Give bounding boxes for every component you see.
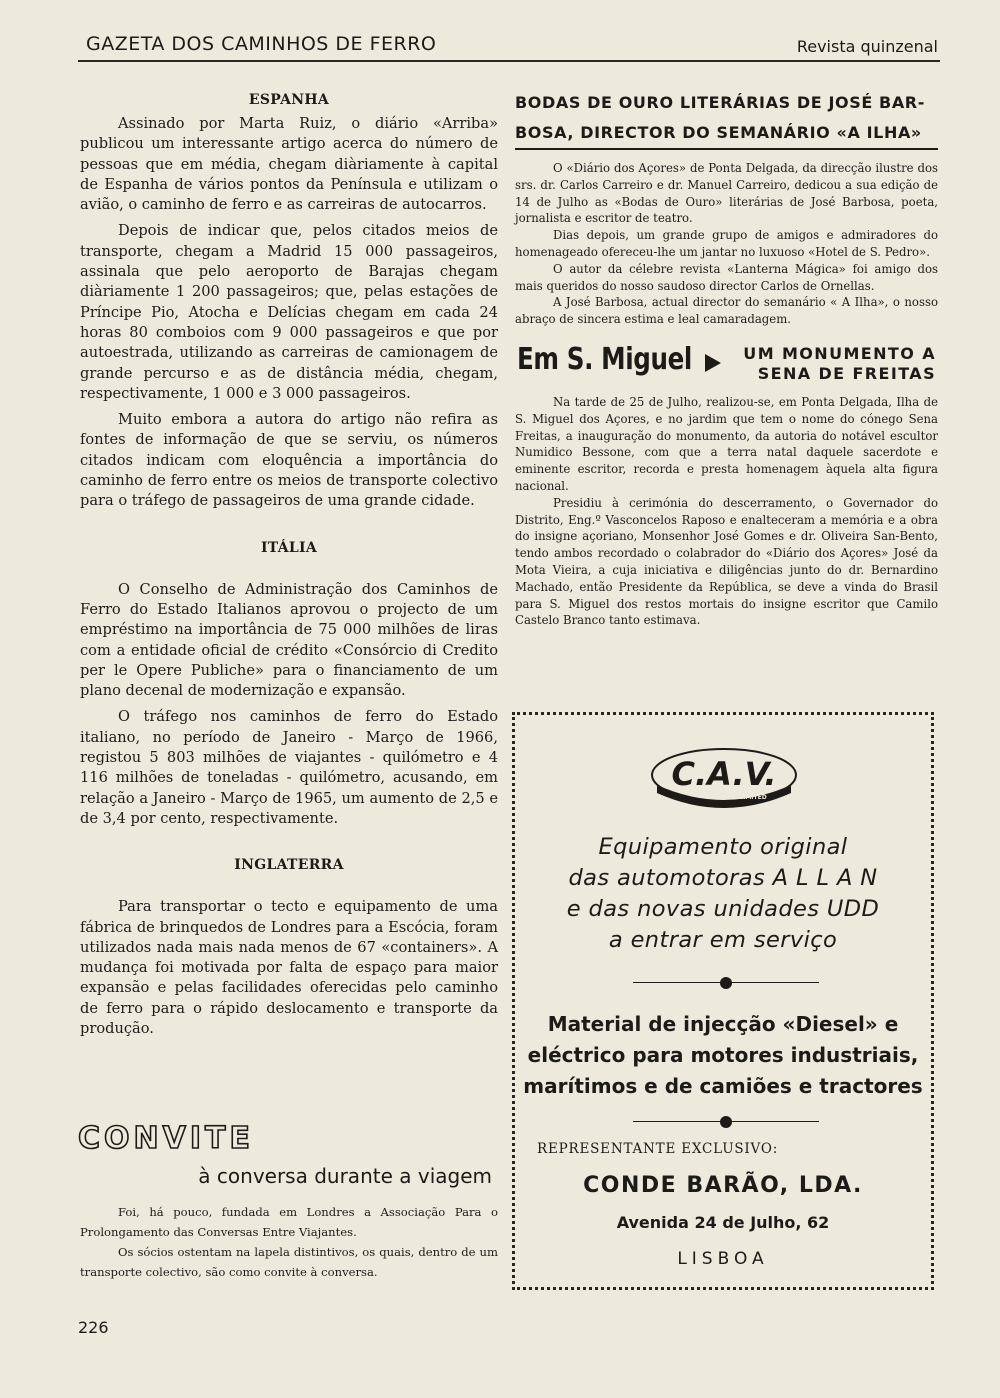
espanha-heading: ESPANHA: [248, 92, 330, 108]
bodas-title-line: BODAS DE OURO LITERÁRIAS DE JOSÉ BAR-: [515, 93, 925, 112]
miguel-headline: [515, 342, 938, 388]
espanha-paragraph: Muito embora a autora do artigo não refira as fontes de informação de que se serviu, os números citados indicam com eloquência a importância do caminho de ferro entre os meios de transporte colectivo para o tráfego de passageiros de uma grande cidade.: [80, 411, 498, 510]
page-header: [78, 30, 940, 62]
convite-paragraph: Foi, há pouco, fundada em Londres a Associação Para o Prolongamento das Conversas Entre Viajantes.: [80, 1205, 498, 1239]
left-column: [80, 88, 498, 1045]
bodas-title: [515, 88, 938, 150]
inglaterra-paragraph: Para transportar o tecto e equipamento de uma fábrica de brinquedos de Londres para a Escócia, foram utilizados nada mais nada menos de 67 «containers». A mudança foi motivada por falta de espaço para maior expansão e pelas facilidades oferecidas pelo caminho de ferro para o rápido deslocamento e transporte da produção.: [80, 898, 498, 1037]
inglaterra-heading: INGLATERRA: [234, 857, 344, 874]
italia-paragraph: O Conselho de Administração dos Caminhos de Ferro do Estado Italianos aprovou o projecto de um empréstimo na importância de 75 000 milhões de liras com a entidade oficial de crédito «Consórcio di Credito per le Opere Publiche» para o financiamento de um plano decenal de modernização e expansão.: [80, 580, 498, 700]
italia-heading: ITÁLIA: [260, 539, 318, 556]
convite-title: CONVITE: [78, 1121, 254, 1156]
convite-paragraph: Os sócios ostentam na lapela distintivos, os quais, dentro de um transporte colectivo, são como convite à conversa.: [80, 1245, 498, 1279]
cav-advertisement: [512, 712, 934, 1290]
bullet-icon: [720, 977, 732, 989]
bodas-paragraph: O autor da célebre revista «Lanterna Mágica» foi amigo dos mais queridos do nosso saudoso director Carlos de Ornellas.: [515, 261, 938, 293]
representative-label: REPRESENTANTE EXCLUSIVO:: [537, 1141, 779, 1157]
espanha-paragraph: Assinado por Marta Ruiz, o diário «Arriba» publicou um interessante artigo acerca do número de pessoas que em média, chegam diàriamente à capital de Espanha de vários pontos da Península e utilizam o avião, o caminho de ferro e as carreiras de autocarros.: [80, 115, 498, 214]
cav-logo-sub: LIMITED: [739, 794, 767, 801]
ad-bold-line: Material de injecção «Diesel» e: [547, 1012, 899, 1036]
page-number: 226: [78, 1318, 109, 1337]
ad-divider: [633, 1115, 819, 1129]
arrow-right-icon: [705, 354, 721, 372]
miguel-subtitle: [743, 344, 936, 384]
cav-logo-text: C.A.V.: [671, 755, 777, 793]
miguel-paragraph: Na tarde de 25 de Julho, realizou-se, em Ponta Delgada, Ilha de S. Miguel dos Açores, e no jardim que tem o nome do cónego Sena Freitas, a inauguração do monumento, da autoria do notável escultor Numidico Bessone, com que a terra natal daquele sacerdote e eminente escritor, recorda e presta homenagem àquela alta figura nacional.: [515, 394, 938, 493]
company-city: LISBOA: [677, 1249, 769, 1269]
miguel-paragraph: Presidiu à cerimónia do descerramento, o Governador do Distrito, Eng.º Vasconcelos Raposo e enalteceram a memória e a obra do insigne açoriano, Monsenhor José Gomes e dr. Oliveira San-Bento, tendo ambos recordado o colabrador do «Diário dos Açores» José da Mota Vieira, a cuja iniciativa e diligências junto do dr. Bernardino Machado, então Presidente da República, se deve a vinda do Brasil para S. Miguel dos restos mortais do insigne escritor que Camilo Castelo Branco tanto estimava.: [515, 495, 938, 628]
ad-italic-line: das automotoras A L L A N: [568, 865, 878, 891]
bodas-paragraph: A José Barbosa, actual director do semanário « A Ilha», o nosso abraço de sincera estima e leal camaradagem.: [515, 295, 938, 327]
italia-paragraph: O tráfego nos caminhos de ferro do Estado italiano, no período de Janeiro - Março de 1966, registou 5 803 milhões de viajantes - quilómetro e 4 116 milhões de toneladas - quilómetro, acusando, em relação a Janeiro - Março de 1965, um aumento de 2,5 e de 3,4 por cento, respectivamente.: [80, 708, 498, 827]
espanha-paragraph: Depois de indicar que, pelos citados meios de transporte, chegam a Madrid 15 000 passageiros, assinala que pelo aeroporto de Barajas chegam diàriamente 1 200 passageiros; que, pelas estações de Príncipe Pio, Atocha e Delícias chegam em cada 24 horas 80 comboios com 9 000 passageiros e que por autoestrada, utilizando as carreiras de camionagem de grande percurso e as de distância média, chegam, respectivamente, 1 000 e 3 000 passageiros.: [80, 222, 498, 402]
ad-bold-line: marítimos e de camiões e tractores: [523, 1074, 923, 1098]
periodicity-label: Revista quinzenal: [796, 37, 938, 56]
ad-italic-line: e das novas unidades UDD: [566, 896, 880, 922]
ad-italic-line: a entrar em serviço: [608, 927, 838, 953]
miguel-subtitle-line: SENA DE FREITAS: [757, 363, 936, 383]
bodas-paragraph: O «Diário dos Açores» de Ponta Delgada, da direcção ilustre dos srs. dr. Carlos Carreiro e dr. Manuel Carreiro, dedicou a sua edição de 14 de Julho as «Bodas de Ouro» literárias de José Barbosa, poeta, jornalista e escritor de teatro.: [515, 161, 938, 226]
ad-italic-line: Equipamento original: [598, 834, 848, 860]
ad-divider: [633, 976, 819, 990]
company-name: CONDE BARÃO, LDA.: [583, 1173, 863, 1198]
convite-article: [80, 1122, 498, 1282]
right-column: [515, 88, 938, 629]
ad-bold-line: eléctrico para motores industriais,: [527, 1043, 919, 1067]
company-address: Avenida 24 de Julho, 62: [616, 1213, 830, 1232]
miguel-title: Em S. Miguel: [517, 341, 692, 377]
bodas-title-line: BOSA, DIRECTOR DO SEMANÁRIO «A ILHA»: [515, 118, 938, 150]
bullet-icon: [720, 1116, 732, 1128]
convite-subtitle: à conversa durante a viagem: [198, 1164, 492, 1188]
bodas-paragraph: Dias depois, um grande grupo de amigos e admiradores do homenageado ofereceu-lhe um jantar no luxuoso «Hotel de S. Pedro».: [515, 228, 938, 259]
journal-title: GAZETA DOS CAMINHOS DE FERRO: [86, 33, 437, 55]
cav-logo: [649, 745, 799, 809]
miguel-subtitle-line: UM MONUMENTO A: [743, 343, 936, 363]
